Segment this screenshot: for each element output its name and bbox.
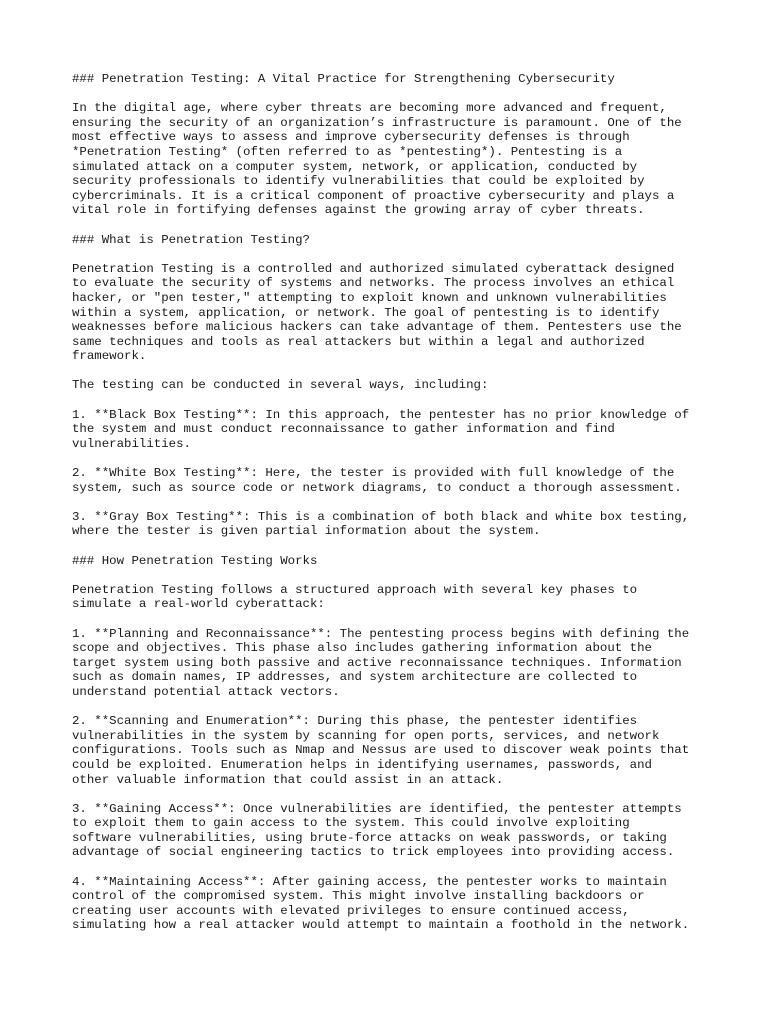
main-heading: ### Penetration Testing: A Vital Practice for Strengthening Cybersecurity [72, 72, 615, 86]
phase-planning: 1. **Planning and Reconnaissance**: The pentesting process begins with defining the scope and objectives. This phase also includes gathering information about the target system using both passive and active reconnaissance techniques. Information such as domain names, IP addresses, and system architecture are collected to understand potential attack vectors. [72, 626, 690, 699]
ways-intro: The testing can be conducted in several ways, including: [72, 378, 489, 393]
what-paragraph: Penetration Testing is a controlled and authorized simulated cyberattack designed to evaluate the security of systems and networks. The process involves an ethical hacker, or "pen tester," attempting to exploit known and unknown vulnerabilities within a system, application, or network. The goal of pentesting is to identify weaknesses before malicious hackers can take advantage of them. Pentesters use the same techniques and tools as real attackers but within a legal and authorized framework. [72, 261, 682, 364]
how-intro: Penetration Testing follows a structured approach with several key phases to simulate a real-world cyberattack: [72, 582, 638, 612]
phase-scanning: 2. **Scanning and Enumeration**: During this phase, the pentester identifies vulnerabilities in the system by scanning for open ports, services, and network configurations. Tools such as Nmap and Nessus are used to discover weak points that could be exploited. Enumeration helps in identifying usernames, passwords, and other valuable information that could assist in an attack. [72, 714, 690, 787]
ways-item-white-box: 2. **White Box Testing**: Here, the tester is provided with full knowledge of the system, such as source code or network diagrams, to conduct a thorough assessment. [72, 466, 682, 495]
what-heading: ### What is Penetration Testing? [72, 232, 310, 247]
ways-item-gray-box: 3. **Gray Box Testing**: This is a combination of both black and white box testing, where the tester is given partial information about the system. [72, 509, 690, 539]
phase-maintaining-access: 4. **Maintaining Access**: After gaining access, the pentester works to maintain control of the compromised system. This might involve installing backdoors or creating user accounts with elevated privileges to ensure continued access, simulating how a real attacker would attempt to maintain a foothold in the network. [72, 874, 690, 933]
how-heading: ### How Penetration Testing Works [72, 553, 318, 568]
intro-paragraph: In the digital age, where cyber threats are becoming more advanced and frequent, ensuring the security of an organization’s infrastructure is paramount. One of the most effective ways to assess and improve cybersecurity defenses is through *Penetration Testing* (often referred to as *pentesting*). Pentesting is a simulated attack on a computer system, network, or application, conducted by security professionals to identify vulnerabilities that could be exploited by cybercriminals. It is a critical component of proactive cybersecurity and plays a vital role in fortifying defenses against the growing array of cyber threats. [72, 101, 682, 218]
phase-gaining-access: 3. **Gaining Access**: Once vulnerabilities are identified, the pentester attempts to exploit them to gain access to the system. This could involve exploiting software vulnerabilities, using brute-force attacks on weak passwords, or taking advantage of social engineering tactics to trick employees into providing access. [72, 801, 682, 860]
document-body [72, 72, 712, 948]
ways-item-black-box: 1. **Black Box Testing**: In this approach, the pentester has no prior knowledge of the system and must conduct reconnaissance to gather information and find vulnerabilities. [72, 407, 690, 451]
